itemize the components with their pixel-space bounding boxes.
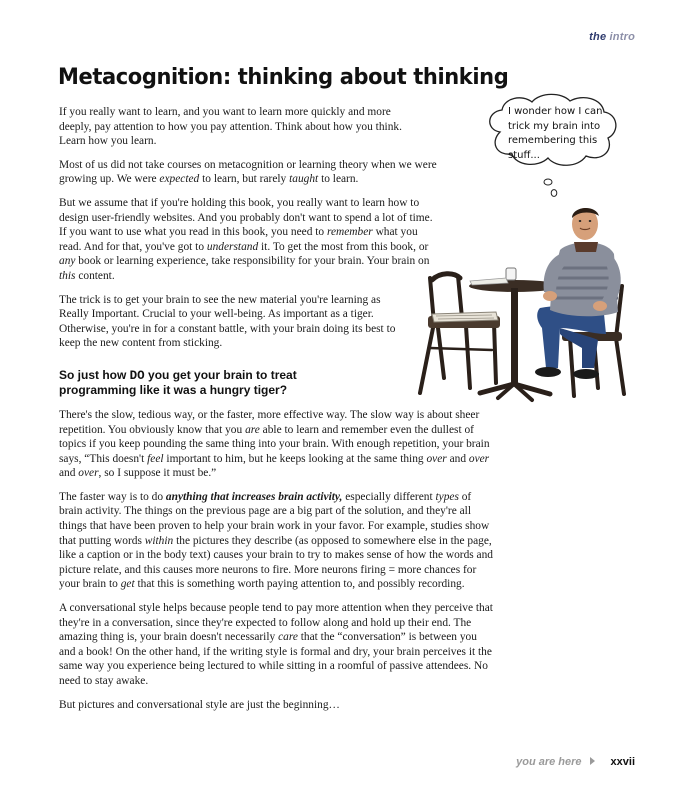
p6-emphasis-get: get	[120, 578, 135, 591]
paragraph-8: But pictures and conversational style are just the beginning…	[59, 698, 340, 711]
paragraph-1: If you really want to learn, and you want to learn more quickly and more deeply, pay attention to how you pay attention. Think about how you think. Learn how you learn.	[59, 106, 402, 148]
subhead-text-c: you get your brain to treat programming like it was a hungry tiger?	[59, 367, 297, 398]
p3-emphasis-this: this	[59, 269, 76, 282]
paragraph-4: The trick is to get your brain to see the new material you're learning as Really Important. Crucial to your well-being. As important as a tiger. Otherwise, you're in for a constant battle, with your brain doing its best to keep the new content from sticking.	[59, 293, 396, 350]
p2-text-a: Most of us did not take courses on metacognition or learning theory when we were growing up. We were	[59, 158, 437, 186]
p3-text-a: But we assume that if you're holding this book, you really want to learn how to design user-friendly websites. And you probably don't want to spend a lot of time. If you want to use what you read in this book, you need to	[59, 196, 433, 239]
paragraph-6	[59, 490, 493, 592]
p5-emphasis-over-1: over	[426, 452, 447, 465]
paragraph-5	[59, 408, 493, 481]
p2-emphasis-expected: expected	[159, 173, 200, 186]
p5-text-c: able to learn and remember even the dullest of topics if you keep pounding the same thing into your brain. With enough repetition, your brain says, “This doesn't	[59, 423, 490, 465]
p3-emphasis-any: any	[59, 255, 76, 268]
p5-text-e: important to him, but he keeps looking at the same thing	[163, 452, 427, 465]
p3-text-c: what you read. And for that, you've got to	[59, 226, 418, 253]
page-title: Metacognition: thinking about thinking	[58, 64, 509, 90]
p2-text-e: to learn.	[318, 173, 359, 186]
p6-emphasis-types: types	[435, 490, 459, 503]
page-number: xxvii	[610, 756, 635, 768]
triangle-right-icon	[590, 757, 595, 765]
p7-emphasis-care: care	[278, 631, 298, 644]
p6-text-i: that this is something worth paying attention to, and possibly recording.	[134, 578, 465, 591]
p5-emphasis-feel: feel	[147, 452, 164, 465]
p5-text-i: and	[59, 467, 79, 480]
you-are-here-label: you are here	[516, 756, 582, 768]
p5-emphasis-are: are	[245, 423, 260, 436]
p6-text-e: of brain activity. The things on the previous page are a big part of the solution, and they're all things that have been proven to help your brain work in your favor. For example, studies show that putting words	[59, 490, 490, 547]
coffee-cup-icon	[506, 268, 516, 280]
paragraph-7	[59, 601, 493, 689]
p2-text-c: to learn, but rarely	[199, 173, 290, 186]
paragraph-2	[59, 158, 439, 187]
subhead-text-a: So just how	[59, 367, 130, 382]
p5-text-a: There's the slow, tedious way, or the faster, more effective way. The slow way is about sheer repetition. You obviously know that you	[59, 408, 480, 436]
subheading-hungry-tiger	[59, 368, 359, 398]
p6-emphasis-within: within	[144, 534, 174, 547]
p3-text-g: book or learning experience, take responsibility for your brain. Your brain on	[75, 255, 430, 268]
p2-emphasis-taught: taught	[289, 173, 319, 186]
p5-text-g: and	[446, 452, 469, 465]
p7-text-c: that the “conversation” is between you and a book! On the other hand, if the writing style is formal and dry, your brain perceives it the same way you experience being lectured to while sitting in a roomful of passive attendees. No need to stay awake.	[59, 631, 492, 687]
p6-text-g: the pictures they describe (as opposed to somewhere else in the page, like a caption or in the body text) causes your brain to try to makes sense of how the words and picture relate, and this causes more neurons to fire. More neurons firing = more chances for your brain to	[59, 534, 494, 591]
p5-text-k: , so I suppose it must be.”	[98, 467, 217, 480]
p5-emphasis-over-3: over	[78, 467, 99, 480]
running-head-the: the	[589, 31, 607, 43]
paragraph-3	[59, 196, 441, 284]
p6-text-c: especially different	[342, 490, 436, 503]
p3-text-i: content.	[75, 269, 115, 282]
man-figure	[535, 208, 621, 379]
p7-text-a: A conversational style helps because people tend to pay more attention when they perceive that they're in a conversation, since they're expected to follow along and hold up their end. The amazing thing is, your brain doesn't necessarily	[59, 602, 493, 644]
p3-emphasis-understand: understand	[206, 240, 259, 253]
p3-emphasis-remember: remember	[326, 226, 373, 239]
thought-bubble-text: I wonder how I can trick my brain into remembering this stuff...	[508, 106, 603, 161]
running-head-intro: intro	[609, 31, 635, 43]
body-text-column	[59, 105, 499, 721]
p6-emphasis-brain-activity: anything that increases brain activity,	[165, 490, 343, 503]
running-head	[589, 31, 635, 43]
p6-text-a: The faster way is to do	[59, 490, 166, 503]
subhead-do: DO	[129, 368, 145, 383]
p3-text-e: it. To get the most from this book, or	[258, 240, 429, 253]
page-footer	[516, 756, 635, 768]
p5-emphasis-over-2: over	[468, 452, 490, 465]
